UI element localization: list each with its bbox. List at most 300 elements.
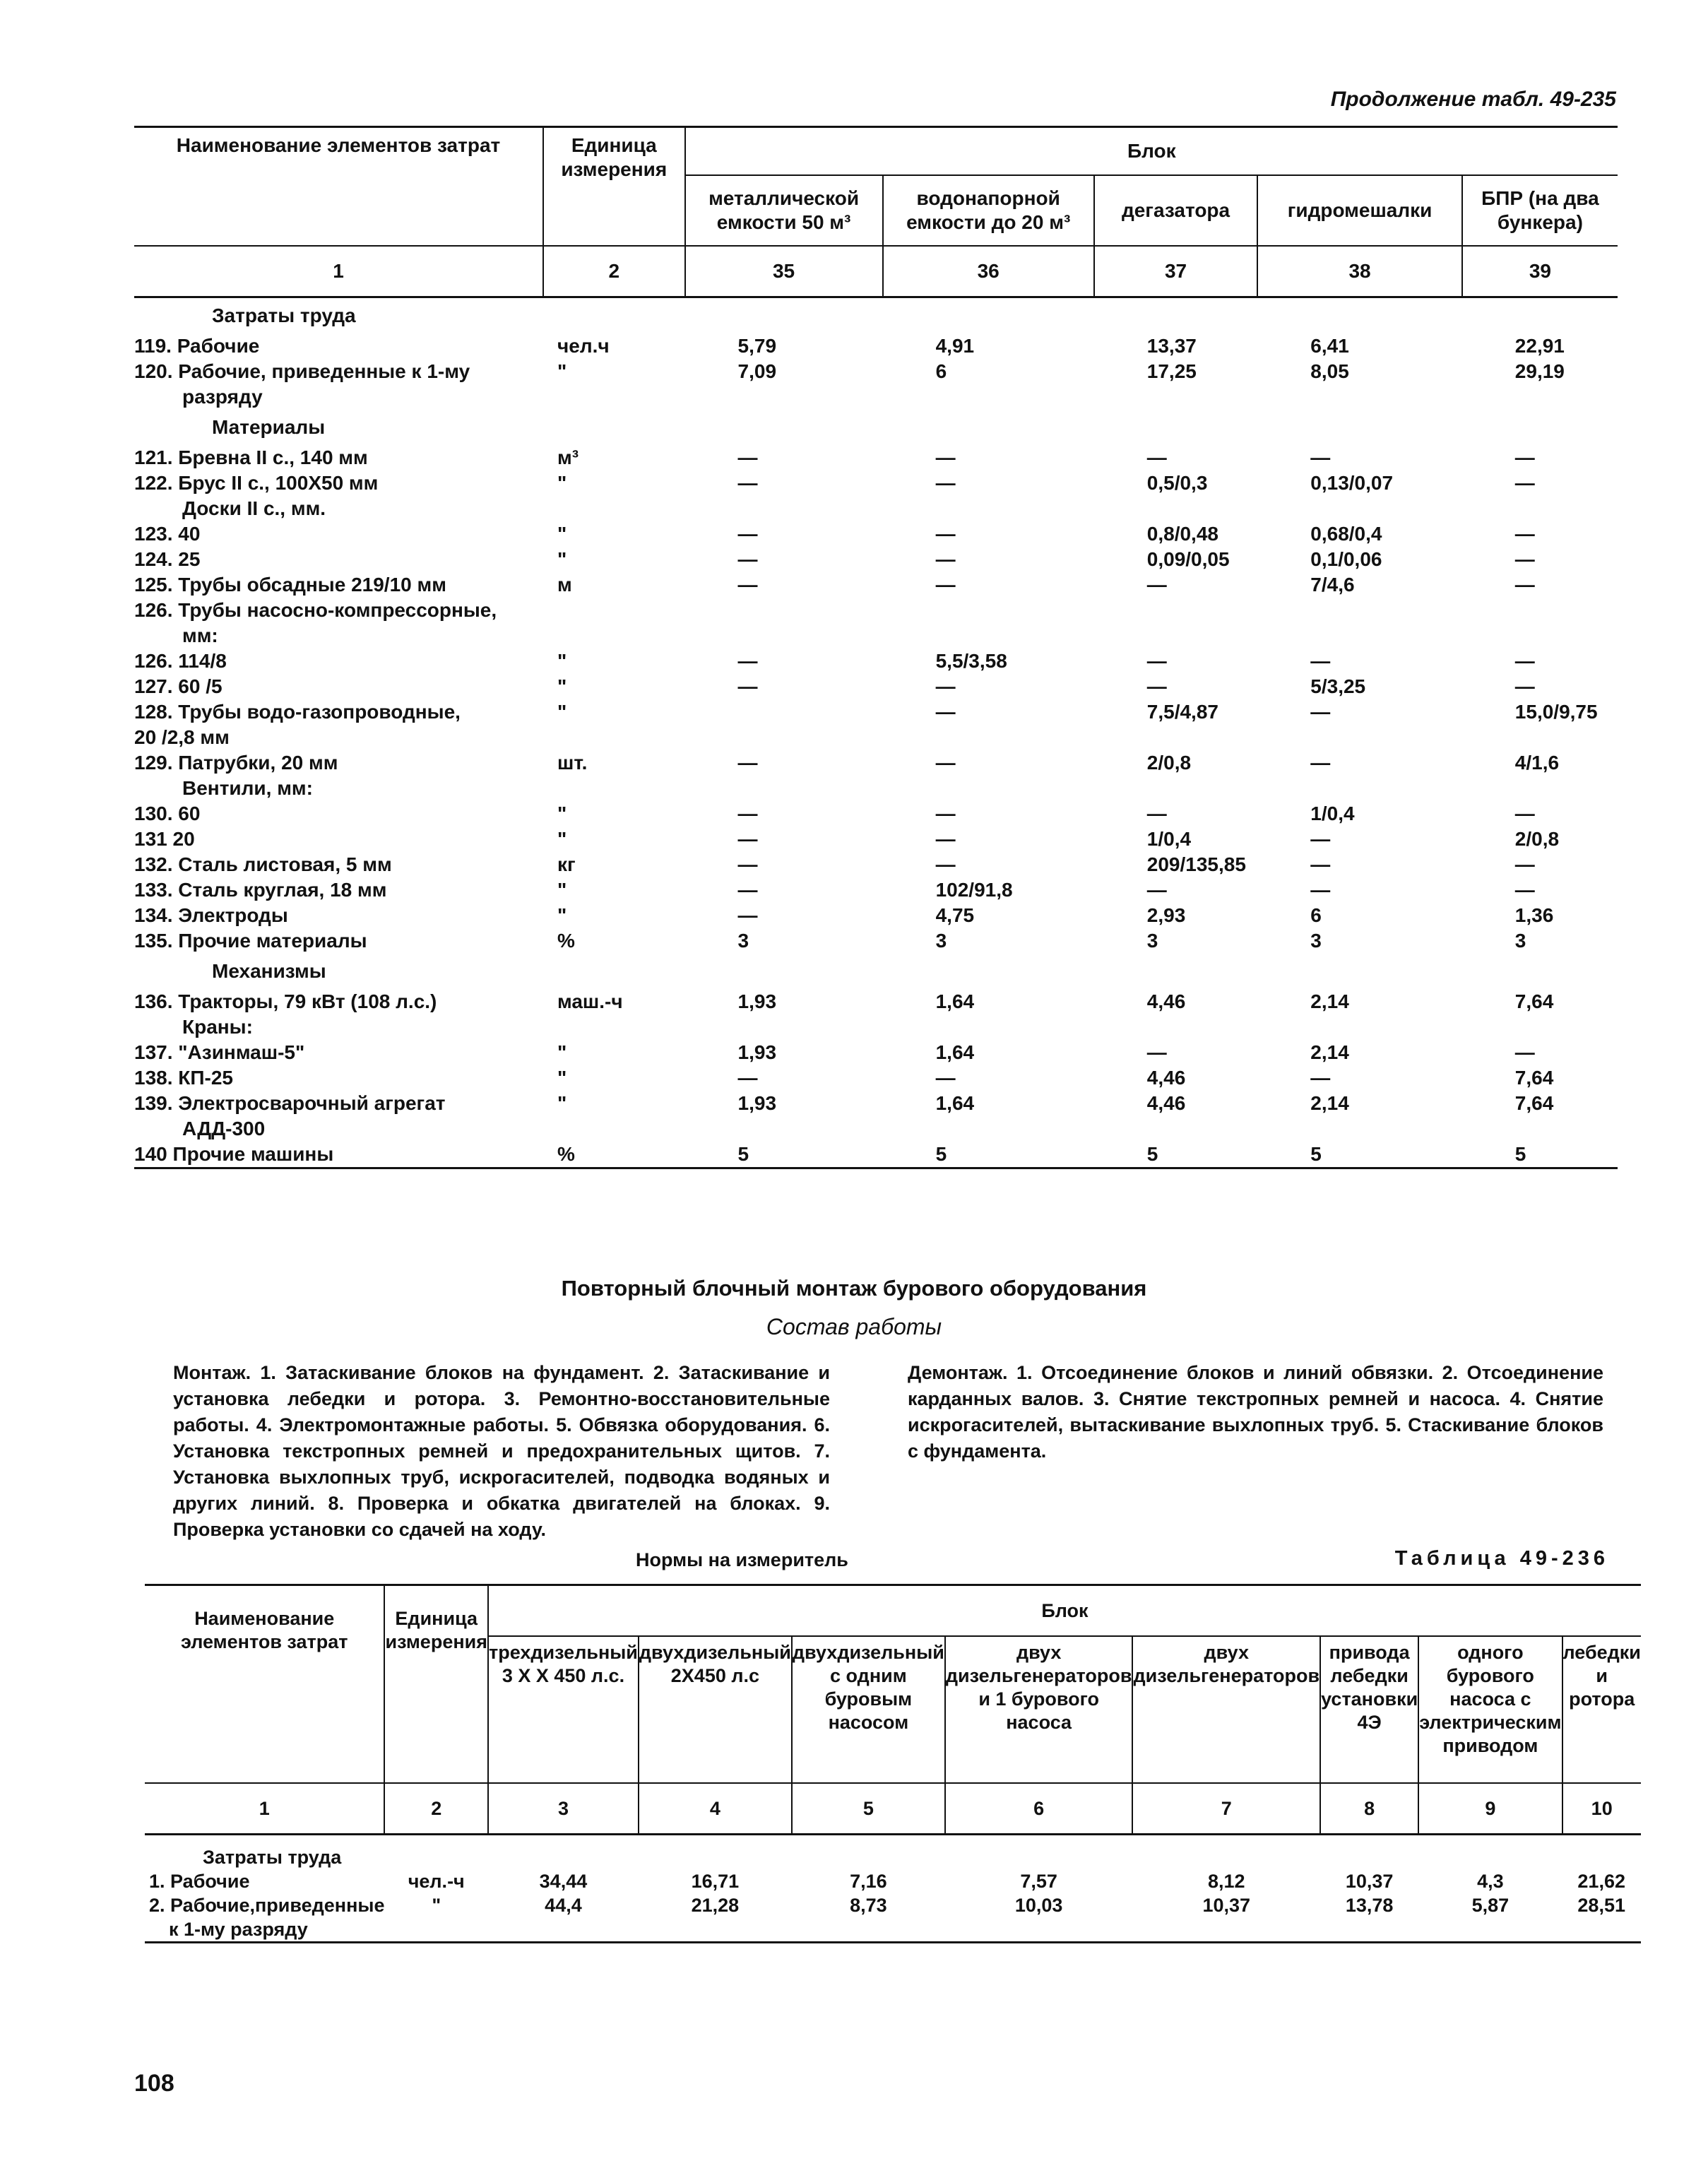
row-value: 1/0,4: [1146, 828, 1192, 850]
row-value: —: [737, 574, 758, 596]
row-unit: м³: [557, 446, 579, 468]
table-row: [134, 496, 1618, 521]
row-value: 8,73: [850, 1895, 887, 1916]
row-value: [685, 725, 883, 750]
row-value: [883, 1014, 1094, 1040]
row-unit: маш.-ч: [557, 990, 623, 1012]
table-row: [134, 725, 1618, 750]
row-name: Доски II с., мм.: [182, 497, 326, 519]
row-value: 8,12: [1207, 1871, 1245, 1892]
row-value: [685, 1014, 883, 1040]
row-value: [1320, 1917, 1418, 1943]
column-number: 38: [1257, 246, 1462, 297]
row-unit: [543, 725, 685, 750]
table2-label: Таблица 49-236: [1394, 1547, 1609, 1570]
row-value: [685, 1116, 883, 1142]
row-value: [1418, 1917, 1562, 1943]
row-value: 22,91: [1514, 335, 1565, 357]
row-value: —: [1514, 675, 1535, 697]
row-name: 124. 25: [134, 548, 201, 570]
row-unit: м: [557, 574, 572, 596]
t2-header-name: Наименование элементов затрат: [145, 1585, 384, 1784]
row-name: 138. КП-25: [134, 1067, 233, 1089]
column-number: 10: [1562, 1783, 1641, 1835]
table-row: [145, 1917, 1641, 1943]
row-name: 125. Трубы обсадные 219/10 мм: [134, 574, 446, 596]
row-value: 13,37: [1146, 335, 1197, 357]
row-value: —: [737, 752, 758, 774]
table-row: [134, 674, 1618, 699]
table-row: [134, 776, 1618, 801]
row-value: —: [737, 828, 758, 850]
row-value: 3: [737, 930, 749, 952]
row-value: [1257, 598, 1462, 623]
row-value: 0,68/0,4: [1310, 523, 1382, 545]
t2-header-block: Блок: [488, 1585, 1641, 1637]
work-description-left: Монтаж. 1. Затаскивание блоков на фундамент. 2. Затаскивание и установка лебедки и ротора. 3. Ремонтно-восстановительные работы. 4. Электромонтажные работы. 5. Обвязка оборудования. 6. Установка текстропных ремней и предохранительных щитов. 7. Установка выхлопных труб, искрогасителей, подводка водяных и других линий. 8. Проверка и обкатка двигателей на блоках. 9. Проверка установки со сдачей на ходу.: [173, 1362, 830, 1540]
row-value: [883, 1116, 1094, 1142]
row-value: [1132, 1917, 1320, 1943]
row-name: 1. Рабочие: [149, 1871, 250, 1892]
row-value: 5: [685, 1142, 883, 1168]
row-value: [488, 1917, 639, 1943]
row-unit: ": [557, 1041, 567, 1063]
column-number: 6: [945, 1783, 1133, 1835]
table-row: [145, 1893, 1641, 1917]
table-row: [134, 470, 1618, 496]
table-row: [134, 801, 1618, 827]
table-row: [134, 1116, 1618, 1142]
row-value: —: [935, 701, 956, 723]
row-value: —: [737, 904, 758, 926]
row-value: —: [935, 803, 956, 824]
row-value: 4,91: [935, 335, 975, 357]
row-value: 2/0,8: [1514, 828, 1560, 850]
row-unit: ": [557, 904, 567, 926]
row-value: —: [737, 1067, 758, 1089]
row-value: [685, 699, 883, 725]
row-value: —: [1146, 574, 1167, 596]
row-name: 130. 60: [134, 803, 201, 824]
row-value: —: [935, 446, 956, 468]
row-value: [685, 623, 883, 649]
column-header: трехдизельный 3 Х Х 450 л.с.: [488, 1636, 639, 1783]
row-value: —: [1514, 650, 1535, 672]
row-value: 1,93: [737, 1041, 777, 1063]
row-value: [1257, 1116, 1462, 1142]
column-number: 9: [1418, 1783, 1562, 1835]
row-name: 133. Сталь круглая, 18 мм: [134, 879, 387, 901]
section-label: Механизмы: [212, 960, 326, 982]
column-number: 4: [639, 1783, 792, 1835]
row-value: —: [1514, 1041, 1535, 1063]
row-value: —: [1310, 828, 1331, 850]
row-value: [1257, 725, 1462, 750]
row-unit: ": [557, 828, 567, 850]
section-row: [145, 1835, 1641, 1870]
row-value: 5/3,25: [1310, 675, 1366, 697]
row-unit: [384, 1917, 488, 1943]
row-value: 102/91,8: [935, 879, 1013, 901]
table-row: [134, 827, 1618, 852]
row-value: 1,36: [1514, 904, 1554, 926]
row-value: [1257, 623, 1462, 649]
row-unit: %: [543, 1142, 685, 1168]
row-name: Вентили, мм:: [182, 777, 313, 799]
row-value: [883, 776, 1094, 801]
row-value: 10,37: [1345, 1871, 1394, 1892]
row-value: —: [1146, 1041, 1167, 1063]
section-label: Затраты труда: [203, 1847, 342, 1868]
row-value: [1462, 623, 1618, 649]
section-row: [134, 410, 1618, 445]
row-value: 4,46: [1146, 1092, 1186, 1114]
row-value: [1462, 776, 1618, 801]
row-name: 140 Прочие машины: [134, 1142, 543, 1168]
row-value: 29,19: [1514, 360, 1565, 382]
table-row: [134, 750, 1618, 776]
row-value: 3: [1146, 930, 1158, 952]
row-value: 5: [883, 1142, 1094, 1168]
column-number: 7: [1132, 1783, 1320, 1835]
row-value: 2,93: [1146, 904, 1186, 926]
row-value: [1462, 1014, 1618, 1040]
row-name: 126. 114/8: [134, 650, 227, 672]
row-value: —: [935, 853, 956, 875]
row-unit: %: [557, 930, 575, 952]
row-value: [1257, 776, 1462, 801]
column-header: гидромешалки: [1257, 175, 1462, 246]
row-value: 5: [1257, 1142, 1462, 1168]
row-name: 139. Электросварочный агрегат: [134, 1092, 446, 1114]
row-value: [1094, 598, 1258, 623]
section-label: Материалы: [212, 416, 326, 438]
row-value: —: [935, 828, 956, 850]
table-row: [134, 547, 1618, 572]
row-value: 2/0,8: [1146, 752, 1192, 774]
row-value: 17,25: [1146, 360, 1197, 382]
row-name: мм:: [182, 624, 218, 646]
row-value: —: [935, 574, 956, 596]
row-unit: ": [557, 1067, 567, 1089]
row-value: 6,41: [1310, 335, 1349, 357]
table-row: [134, 649, 1618, 674]
column-number: 39: [1462, 246, 1618, 297]
row-value: 2,14: [1310, 990, 1349, 1012]
row-value: 4,46: [1146, 1067, 1186, 1089]
row-name: 128. Трубы водо-газопроводные,: [134, 701, 461, 723]
row-unit: ": [557, 360, 567, 382]
row-value: 7,64: [1514, 990, 1554, 1012]
row-unit: чел.ч: [557, 335, 610, 357]
row-value: —: [1310, 1067, 1331, 1089]
row-value: 3: [1310, 930, 1322, 952]
row-value: 7,5/4,87: [1146, 701, 1218, 723]
row-name: 127. 60 /5: [134, 675, 223, 697]
row-value: 7/4,6: [1310, 574, 1355, 596]
row-value: 0,5/0,3: [1146, 472, 1208, 494]
row-value: [1094, 1116, 1258, 1142]
column-number: 1: [145, 1783, 384, 1835]
row-value: —: [1514, 446, 1535, 468]
row-value: —: [737, 523, 758, 545]
row-value: —: [1310, 446, 1331, 468]
row-value: [685, 776, 883, 801]
row-value: —: [1146, 650, 1167, 672]
section-row: [134, 954, 1618, 989]
column-header: привода лебедки установки 4Э: [1320, 1636, 1418, 1783]
table-row: [134, 521, 1618, 547]
row-name: 2. Рабочие,приведенные: [149, 1895, 385, 1916]
row-value: 0,8/0,48: [1146, 523, 1218, 545]
row-value: 1/0,4: [1310, 803, 1355, 824]
row-name: 134. Электроды: [134, 904, 288, 926]
row-value: 4,46: [1146, 990, 1186, 1012]
row-value: 10,03: [1014, 1895, 1063, 1916]
row-name: 121. Бревна II с., 140 мм: [134, 446, 368, 468]
row-value: 1,64: [935, 990, 975, 1012]
column-number: 3: [488, 1783, 639, 1835]
row-value: —: [1310, 701, 1331, 723]
row-value: 5: [1094, 1142, 1258, 1168]
row-value: [1462, 725, 1618, 750]
header-block: Блок: [685, 127, 1618, 176]
table-row: [134, 598, 1618, 623]
table-row: [134, 1065, 1618, 1091]
column-header: водонапорной емкости до 20 м³: [883, 175, 1094, 246]
row-value: —: [737, 853, 758, 875]
column-number: 5: [792, 1783, 945, 1835]
row-unit: ": [557, 1092, 567, 1114]
row-value: [945, 1917, 1133, 1943]
row-value: [639, 1917, 792, 1943]
row-value: —: [737, 472, 758, 494]
row-value: —: [1146, 675, 1167, 697]
t2-header-unit: Единица измерения: [384, 1585, 488, 1784]
row-name: 136. Тракторы, 79 кВт (108 л.с.): [134, 990, 437, 1012]
row-unit: [543, 776, 685, 801]
row-value: 2,14: [1310, 1041, 1349, 1063]
row-unit: ": [557, 879, 567, 901]
row-name: 120. Рабочие, приведенные к 1-му: [134, 360, 470, 382]
row-value: [685, 598, 883, 623]
row-value: [1462, 384, 1618, 410]
row-value: —: [737, 446, 758, 468]
row-name: 132. Сталь листовая, 5 мм: [134, 853, 392, 875]
row-name: 119. Рабочие: [134, 335, 260, 357]
row-value: 5,87: [1471, 1895, 1510, 1916]
row-value: —: [1146, 446, 1167, 468]
column-header: металлической емкости 50 м³: [685, 175, 883, 246]
row-value: [1094, 776, 1258, 801]
row-value: —: [1310, 879, 1331, 901]
row-value: —: [935, 1067, 956, 1089]
row-value: —: [737, 879, 758, 901]
row-value: 28,51: [1577, 1895, 1625, 1916]
row-value: 1,93: [737, 1092, 777, 1114]
row-name: 129. Патрубки, 20 мм: [134, 752, 338, 774]
row-name: 131 20: [134, 828, 195, 850]
row-value: [792, 1917, 945, 1943]
row-value: 6: [1310, 904, 1322, 926]
row-value: 1,93: [737, 990, 777, 1012]
table-row: [134, 699, 1618, 725]
row-value: —: [1514, 472, 1535, 494]
row-value: —: [1514, 803, 1535, 824]
column-number: 8: [1320, 1783, 1418, 1835]
row-value: [1562, 1917, 1641, 1943]
row-value: 5,5/3,58: [935, 650, 1007, 672]
row-unit: ": [557, 675, 567, 697]
row-unit: шт.: [557, 752, 588, 774]
row-value: 21,28: [691, 1895, 740, 1916]
column-header: БПР (на два бункера): [1462, 175, 1618, 246]
row-value: 7,57: [1020, 1871, 1057, 1892]
table-row: [134, 903, 1618, 928]
row-value: 4,75: [935, 904, 975, 926]
table-row: [145, 1869, 1641, 1893]
table-row: [134, 1142, 1618, 1168]
row-name: Краны:: [182, 1016, 253, 1038]
table-row: [134, 623, 1618, 649]
column-number: 37: [1094, 246, 1258, 297]
row-value: [883, 725, 1094, 750]
column-header: дегазатора: [1094, 175, 1258, 246]
table-row: [134, 572, 1618, 598]
row-value: —: [1146, 803, 1167, 824]
row-unit: кг: [557, 853, 576, 875]
row-name: 126. Трубы насосно-компрессорные,: [134, 599, 497, 621]
column-number: 2: [384, 1783, 488, 1835]
row-name: разряду: [182, 386, 263, 408]
page-number: 108: [134, 2070, 174, 2097]
norms-table-49-236: [145, 1584, 1641, 1943]
row-value: —: [1514, 548, 1535, 570]
row-value: [1094, 384, 1258, 410]
row-value: 1,64: [935, 1092, 975, 1114]
row-value: [1094, 725, 1258, 750]
row-name: 20 /2,8 мм: [134, 726, 230, 748]
column-header: лебедки и ротора: [1562, 1636, 1641, 1783]
column-number: 36: [883, 246, 1094, 297]
row-value: —: [737, 650, 758, 672]
row-name: АДД-300: [182, 1118, 266, 1139]
row-unit: [543, 496, 685, 521]
table-row: [134, 852, 1618, 877]
table-row: [134, 384, 1618, 410]
row-value: 209/135,85: [1146, 853, 1246, 875]
row-value: —: [1310, 650, 1331, 672]
row-value: 8,05: [1310, 360, 1349, 382]
row-value: [1257, 496, 1462, 521]
row-value: [1094, 623, 1258, 649]
table-row: [134, 928, 1618, 954]
row-value: [1257, 1014, 1462, 1040]
section-label: Затраты труда: [212, 304, 356, 326]
row-value: 5: [1462, 1142, 1618, 1168]
row-unit: чел.-ч: [408, 1871, 465, 1892]
row-value: [1462, 1116, 1618, 1142]
row-value: —: [1514, 574, 1535, 596]
row-value: —: [737, 548, 758, 570]
row-name: 123. 40: [134, 523, 201, 545]
row-value: 34,44: [539, 1871, 588, 1892]
row-value: 0,09/0,05: [1146, 548, 1230, 570]
row-value: [883, 384, 1094, 410]
table2-title: Нормы на измеритель: [636, 1549, 848, 1570]
row-value: 7,64: [1514, 1067, 1554, 1089]
row-value: 44,4: [545, 1895, 582, 1916]
row-unit: ": [557, 650, 567, 672]
table-row: [134, 877, 1618, 903]
column-number: 35: [685, 246, 883, 297]
row-unit: [543, 384, 685, 410]
row-value: 3: [935, 930, 947, 952]
row-unit: [543, 1116, 685, 1142]
row-value: —: [1310, 853, 1331, 875]
row-value: 15,0/9,75: [1514, 701, 1598, 723]
row-value: 7,09: [737, 360, 777, 382]
row-value: 21,62: [1577, 1871, 1625, 1892]
table-caption: Продолжение табл. 49-235: [1330, 88, 1616, 111]
row-value: —: [935, 675, 956, 697]
row-unit: [543, 623, 685, 649]
column-header: одного бурового насоса с электрическим приводом: [1418, 1636, 1562, 1783]
row-unit: ": [432, 1895, 441, 1916]
row-value: [1462, 496, 1618, 521]
row-unit: [543, 598, 685, 623]
row-value: —: [1310, 752, 1331, 774]
row-value: —: [1514, 879, 1535, 901]
row-value: 7,16: [850, 1871, 887, 1892]
row-unit: ": [557, 472, 567, 494]
table-row: [134, 1014, 1618, 1040]
row-name: 122. Брус II с., 100Х50 мм: [134, 472, 379, 494]
row-value: —: [935, 752, 956, 774]
row-value: —: [1514, 853, 1535, 875]
row-unit: ": [557, 523, 567, 545]
row-value: [1257, 384, 1462, 410]
row-value: 13,78: [1345, 1895, 1394, 1916]
table-row: [134, 445, 1618, 470]
row-name: 135. Прочие материалы: [134, 930, 367, 952]
row-value: 6: [935, 360, 947, 382]
row-value: 2,14: [1310, 1092, 1349, 1114]
row-value: 4/1,6: [1514, 752, 1560, 774]
table-row: [134, 333, 1618, 359]
row-unit: ": [557, 548, 567, 570]
section-row: [134, 297, 1618, 334]
row-value: —: [1146, 879, 1167, 901]
column-number: 1: [134, 246, 543, 297]
row-value: 0,1/0,06: [1310, 548, 1382, 570]
row-value: [1462, 598, 1618, 623]
column-header: двухдизельный 2Х450 л.с: [639, 1636, 792, 1783]
row-value: 10,37: [1202, 1895, 1251, 1916]
column-header: двухдизельный с одним буровым насосом: [792, 1636, 945, 1783]
table-row: [134, 989, 1618, 1014]
work-description-right: Демонтаж. 1. Отсоединение блоков и линий обвязки. 2. Отсоединение карданных валов. 3. Снятие текстропных ремней и насоса. 4. Снятие искрогасителей, вытаскивание выхлопных труб. 5. Стаскивание блоков с фундамента.: [908, 1362, 1603, 1462]
row-value: 16,71: [691, 1871, 740, 1892]
section-subtitle: Состав работы: [766, 1314, 942, 1339]
column-header: двух дизельгенераторов и 1 бурового насоса: [945, 1636, 1133, 1783]
row-name: 137. "Азинмаш-5": [134, 1041, 305, 1063]
row-value: —: [935, 548, 956, 570]
row-unit: [543, 1014, 685, 1040]
column-header: двух дизельгенераторов: [1132, 1636, 1320, 1783]
row-value: 1,64: [935, 1041, 975, 1063]
row-value: —: [737, 675, 758, 697]
